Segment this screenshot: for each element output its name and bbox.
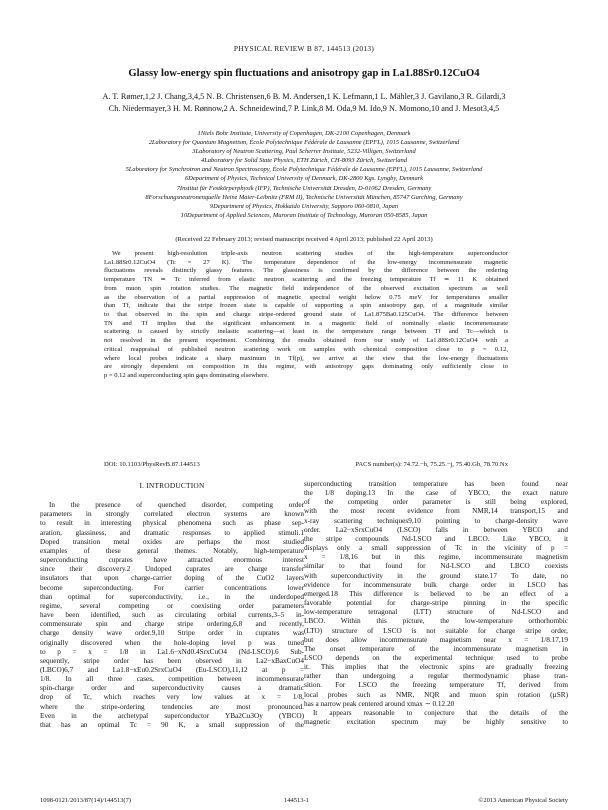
text-line: commensurate spin and charge stripe ordering,6,8 and recently, [40, 620, 304, 629]
author-line: Ch. Niedermayer,3 H. M. Rønnow,2 A. Schneidewind,7 P. Link,8 M. Oda,9 M. Ido,9 N. Momono,10 and J. Mesot3,4,5 [108, 103, 500, 113]
text-line: superconducting transition temperature has been found near [304, 480, 568, 488]
author-line: A. T. Rømer,1,2 J. Chang,3,4,5 N. B. Christensen,6 B. M. Andersen,1 K. Lefmann,1 L. Mähler,3 J. Gavilano,3 R. Gilardi,3 [102, 92, 506, 101]
text-line: than optimal for superconductivity, i.e., in the underdoped [40, 592, 304, 601]
text-line: sequently, stripe order has been observed in La2−xBaxCuO4 [40, 656, 304, 665]
paper-title: Glassy low-energy spin fluctuations and anisotropy gap in La1.88Sr0.12CuO4 [128, 68, 480, 79]
affiliation: 2Laboratory for Quantum Magnetism, École Polytechnique Fédérale de Lausanne (EPFL), 1015 Lausanne, Switzerland [148, 139, 460, 147]
text-line: The onset temperature of the incommensurate magnetism in [304, 644, 568, 653]
text-line: Even in the archetypal superconductor YBa2Cu3Oy (YBCO) [40, 711, 304, 720]
affiliation: 8Forschungsneutronenquelle Heinz Maier-Leibnitz (FRM II), Technische Universität München, 85747 Garching, Germany [145, 193, 463, 201]
text-line: LSCO depends on the experimental technique used to probe [304, 653, 568, 662]
abstract-line: from muon spin rotation studies. The magnetic field independence of the observed excitation spectrum as well [104, 284, 508, 292]
affiliation: 5Laboratory for Synchrotron and Neutron Spectroscopy, École Polytechnique Fédérale de Lausanne (EPFL), 1015 Lausanne, Switzerland [125, 166, 483, 174]
text-line: the stripe compounds Nd-LSCO and LBCO. Like YBCO, it [304, 534, 568, 543]
affiliation: 6Department of Physics, Technical University of Denmark, DK-2800 Kgs. Lyngby, Denmark [184, 175, 424, 183]
text-line: with superconductivity in the ground state.17 To date, no [304, 571, 568, 580]
abstract-line: where local probes indicate a sharp maximum in Tf(p), we arrive at the view that the low-energy fluctuations [104, 354, 508, 362]
text-line: since their discovery.2 Undoped cuprates are charge transfer [40, 565, 304, 574]
affiliation: 4Laboratory for Solid State Physics, ETH Zürich, CH-8093 Zürich, Switzerland [200, 157, 407, 165]
text-line: superconducting cuprates have attracted enormous interest [40, 556, 304, 565]
text-line: the 1/8 doping.13 In the case of YBCO, the exact nature [304, 489, 568, 498]
text-line: (LTO) structure of LSCO is not suitable for charge stripe order, [304, 626, 568, 635]
text-line: regime, several competing or coexisting order parameters [40, 601, 304, 610]
text-line: aration, glassiness, and dramatic responses to applied stimuli.1 [40, 528, 304, 537]
text-line: examples of these general themes. Notably, high-temperature [40, 546, 304, 555]
abstract-line: as the observation of a partial suppression of magnetic spectral weight below 0.75 meV for temperatures smaller [104, 293, 508, 301]
text-line: favorable potential for charge-stripe pinning in the specific [304, 599, 568, 608]
pacs-numbers: PACS number(s): 74.72.−h, 75.25.−j, 75.40.Gb, 78.70.Nx [355, 461, 508, 468]
author-list [40, 91, 568, 114]
abstract-line: temperature TN ≃ Tc inferred from elastic neutron scattering and the freezing temperature Tf ≃ 11 K obtained [104, 276, 508, 284]
section-heading: I. INTRODUCTION [139, 481, 205, 490]
text-line: drop of Tc, which reaches very low values at x = 1/8, [40, 693, 304, 702]
text-line: evidence for incommensurate bulk charge order in LSCO has [304, 580, 568, 589]
text-line: charge density wave order.9,10 Stripe order in cuprates was [40, 629, 304, 638]
text-line: In the presence of quenched disorder, competing order [49, 501, 304, 510]
text-line: become superconducting. For carrier concentrations lower [40, 583, 304, 592]
text-line: but does allow incommensurate magnetism near x = 1/8.17,19 [304, 635, 568, 644]
text-line: with the most recent evidence from NMR,14 transport,15 and [304, 507, 568, 516]
text-line: (LBCO)6,7 and La1.8−xEu0.2SrxCuO4 (Eu-LSCO),11,12 at p = [40, 665, 304, 674]
abstract [104, 250, 508, 381]
text-line: It appears reasonable to conjecture that the details of the [313, 708, 568, 717]
text-line: it. This implies that the electronic spins are gradually freezing [304, 663, 568, 672]
text-line: to p = x = 1/8 in La1.6−xNd0.4SrxCuO4 (Nd-LSCO).6 Sub- [40, 647, 304, 656]
text-line: x-ray scattering techniques9,10 pointing to charge-density wave [304, 516, 568, 525]
right-column [304, 480, 568, 727]
journal-header: PHYSICAL REVIEW B 87, 144513 (2013) [233, 44, 375, 53]
affiliation: 1Niels Bohr Institute, University of Copenhagen, DK-2100 Copenhagen, Denmark [197, 130, 411, 137]
page-number: 144513-1 [284, 797, 309, 804]
affiliation-list [22, 129, 586, 220]
text-line: that has an optimal Tc = 90 K, a small suppression of the [40, 720, 304, 729]
abstract-line: fluctuations reveals distinctly glassy features. The glassiness is confirmed by the difference between the ordering [104, 267, 508, 275]
left-column [40, 481, 304, 730]
text-line: parameters in strongly correlated electron systems are known [40, 510, 304, 519]
text-line: insulators that upon charge-carrier doping of the CuO2 layers [40, 574, 304, 583]
text-line: LBCO. Within this picture, the low-temperature orthorhombic [304, 617, 568, 626]
text-line: low-temperature tetragonal (LTT) structure of Nd-LSCO and [304, 608, 568, 617]
text-line: 1/8. In all three cases, competition between incommensurate [40, 675, 304, 684]
affiliation: 3Laboratory of Neutron Scattering, Paul Scherrer Institute, 5232-Villigen, Switzerland [192, 148, 416, 156]
text-line: local probes such as NMR, NQR and muon spin rotation (µSR) [304, 690, 568, 699]
affiliation: 10Department of Applied Sciences, Muroran Institute of Technology, Muroran 050-8585, Japan [180, 211, 428, 219]
abstract-line: TN and Tf implies that the significant enhancement in a magnetic field of nominally elastic incommensurate [104, 319, 508, 327]
abstract-line: La1.88Sr0.12CuO4 (Tc = 27 K). The temperature dependence of the low-energy incommensurate magnetic [104, 258, 508, 266]
text-line: displays only a small suppression of Tc in the vicinity of p = [304, 544, 568, 553]
abstract-line: not resolved in the present experiment. Combining the results obtained from our study of La1.88Sr0.12CuO4 with a [104, 337, 508, 345]
abstract-line: critical reappraisal of published neutron scattering work on samples with chemical composition close to p = 0.12, [104, 345, 508, 353]
abstract-line: scattering is caused by strictly inelastic scattering—at least in the temperature range between Tf and Tc—which is [104, 328, 508, 336]
abstract-line: p = 0.12 and superconducting spin gaps dominating elsewhere. [104, 372, 269, 380]
abstract-line: to that observed in the spin and charge stripe-ordered ground state of La1.875Ba0.125CuO4. The difference between [104, 311, 508, 319]
doi-link[interactable]: DOI: 10.1103/PhysRevB.87.144513 [104, 461, 200, 468]
text-line: spin-charge order and superconductivity causes a dramatic [40, 684, 304, 693]
text-line: originally discovered when the hole-doping level p was tuned [40, 638, 304, 647]
text-line: x = 1/8,16 but in this regime, incommensurate magnetism [304, 553, 568, 562]
publication-dates: (Received 22 February 2013; revised manuscript received 4 April 2013; published 22 April 2013) [175, 236, 433, 243]
abstract-line: We present high-resolution triple-axis neutron scattering studies of the high-temperature superconductor [112, 250, 508, 257]
text-line: rather than undergoing a regular thermodynamic phase tran- [304, 672, 568, 681]
text-line: sition. For LSCO the freezing temperature Tf, derived from [304, 681, 568, 690]
footer-issn: 1098-0121/2013/87(14)/144513(7) [40, 797, 131, 804]
text-line: where the stripe-ordering tendencies are most pronounced. [40, 702, 304, 711]
affiliation: 9Department of Physics, Hokkaido University, Sapporo 060-0810, Japan [209, 202, 399, 210]
text-line: of the competing order parameter is still being explored, [304, 498, 568, 507]
text-line: magnetic excitation spectrum may be highly sensitive to [304, 718, 568, 727]
copyright: ©2013 American Physical Society [478, 797, 568, 804]
abstract-line: are strongly dependent on composition in this regime, with anisotropy gaps dominating only sufficiently close to [104, 363, 508, 371]
text-line: have been identified, such as circulating orbital currents,3–5 in- [40, 611, 304, 620]
text-line: order. La2−xSrxCuO4 (LSCO) falls in between YBCO and [304, 525, 568, 534]
text-line: similar to that found for Nd-LSCO and LBCO coexists [304, 562, 568, 571]
text-line: has a narrow peak centered around xmax ∼ 0.12.20 [304, 699, 455, 708]
text-line: emerged.18 This difference is believed to be an effect of a [304, 589, 568, 598]
text-line: to result in interesting physical phenomena such as phase sep- [40, 519, 304, 528]
abstract-line: than Tf, indicate that the stripe frozen state is capable of supporting a spin anisotropy gap, of a magnitude similar [104, 302, 508, 310]
affiliation: 7Institut für Festkörperphysik (IFP), Technische Universität Dresden, D-01062 Dresden, Germany [176, 184, 432, 192]
text-line: Doped transition metal oxides are perhaps the most studied [40, 537, 304, 546]
